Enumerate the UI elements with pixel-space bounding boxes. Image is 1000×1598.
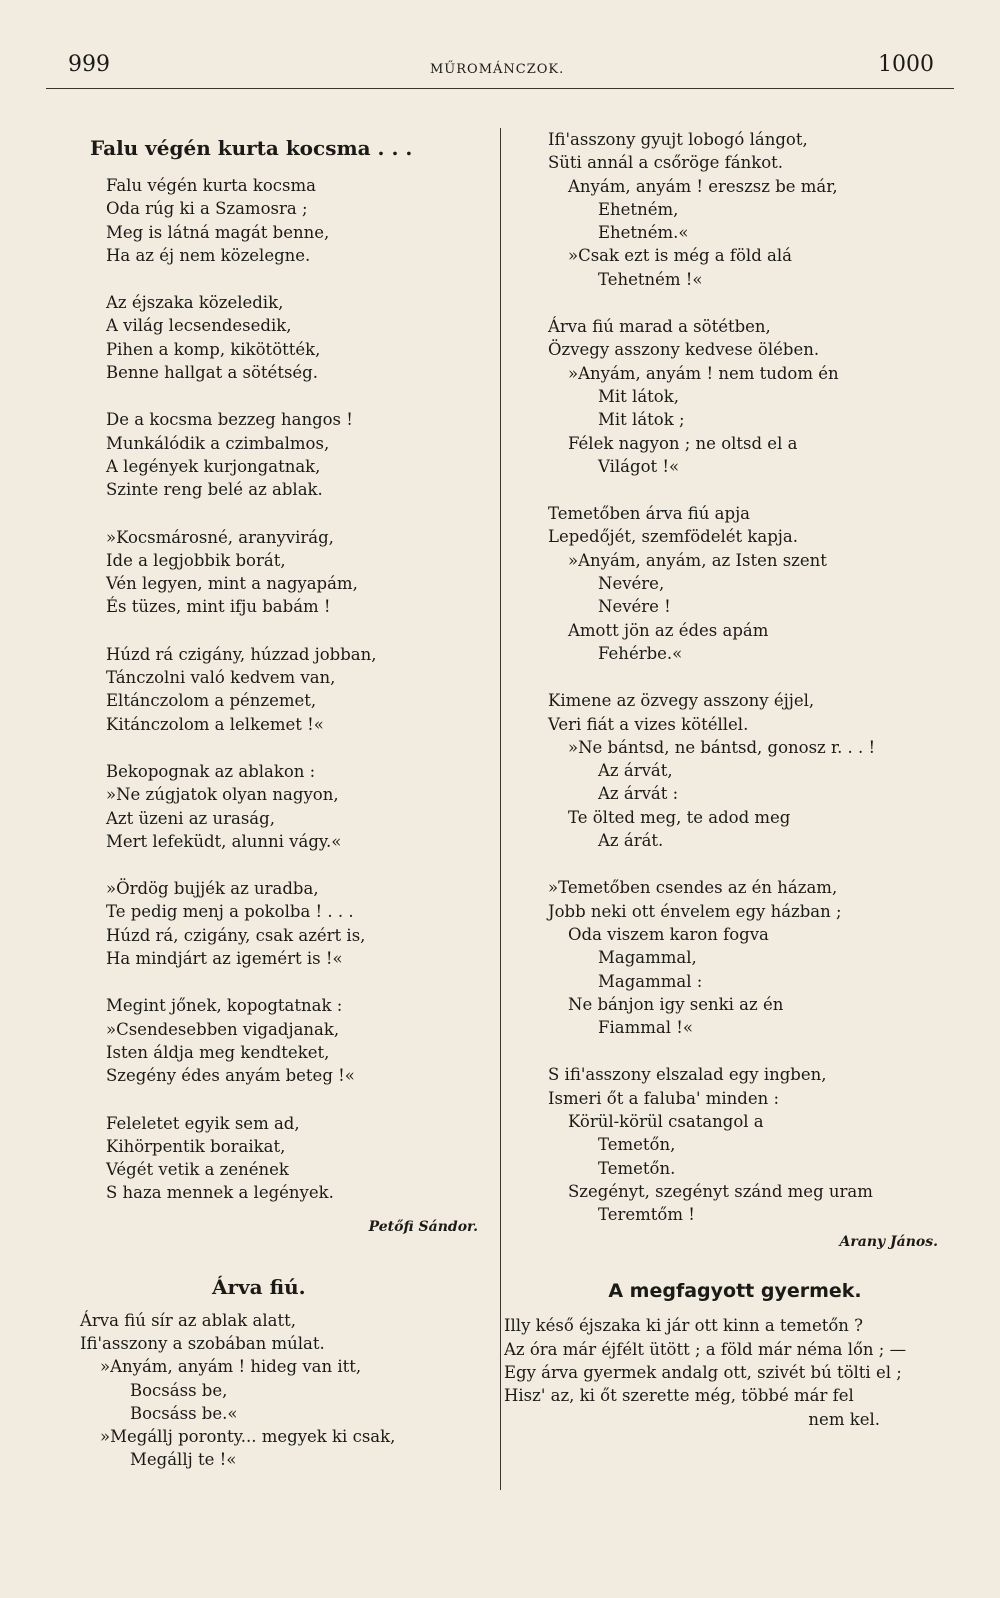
poem-line: Ne bánjon igy senki az én: [568, 994, 784, 1014]
poem-line: Ifi'asszony gyujt lobogó lángot,: [548, 130, 808, 149]
poem-line: »Temetőben csendes az én házam,: [548, 878, 838, 898]
poem-line: Temetőn,: [598, 1135, 676, 1155]
poem-title-megfagyott-gyermek: A megfagyott gyermek.: [608, 1280, 862, 1303]
poem-line: Temetőben árva fiú apja: [548, 504, 751, 524]
poem-line: Anyám, anyám ! ereszsz be már,: [568, 176, 838, 196]
stanza: [106, 994, 490, 1087]
poem-line: Húzd rá, czigány, csak azért is,: [106, 925, 366, 945]
poem-line: Tehetném !«: [598, 269, 703, 289]
poem-line: S ifi'asszony elszalad egy ingben,: [548, 1065, 827, 1085]
poem-line: Az árát.: [598, 831, 664, 851]
poem-line: »Ördög bujjék az uradba,: [106, 879, 319, 899]
poem-line: A legények kurjongatnak,: [106, 456, 321, 476]
poem-line: Illy késő éjszaka ki jár ott kinn a temetőn ?: [504, 1316, 863, 1336]
poem-line: Mit látok,: [598, 386, 679, 406]
stanza: [510, 1063, 960, 1226]
poem-line: »Kocsmárosné, aranyvirág,: [106, 527, 334, 547]
poem-line: Körül-körül csatangol a: [568, 1111, 764, 1131]
poem-line: Mert lefeküdt, alunni vágy.«: [106, 831, 342, 851]
poem-line: Isten áldja meg kendteket,: [106, 1042, 330, 1062]
poem-line: Nevére,: [598, 574, 665, 594]
poem-author-petofi: Petőfi Sándor.: [368, 1218, 478, 1235]
poem-line: De a kocsma bezzeg hangos !: [106, 410, 353, 430]
poem-line: Lepedőjét, szemfödelét kapja.: [548, 527, 798, 547]
poem-line: Azt üzeni az uraság,: [106, 808, 275, 828]
left-column: [80, 128, 490, 1496]
poem-line: nem kel.: [808, 1409, 880, 1429]
poem-line: S haza mennek a legények.: [106, 1183, 334, 1203]
poem-line: Oda viszem karon fogva: [568, 924, 769, 944]
poem-line: Félek nagyon ; ne oltsd el a: [568, 433, 798, 453]
stanza: [80, 1309, 490, 1472]
poem-line: »Anyám, anyám, az Isten szent: [568, 550, 827, 570]
header-rule: [46, 88, 954, 89]
page-number-left: 999: [68, 52, 110, 77]
poem-line: Ide a legjobbik borát,: [106, 550, 286, 570]
poem-line: Bekopognak az ablakon :: [106, 761, 316, 781]
stanza: [106, 526, 490, 619]
poem-line: Veri fiát a vizes kötéllel.: [548, 714, 749, 734]
poem-line: Teremtőm !: [598, 1205, 695, 1225]
stanza: [510, 876, 960, 1039]
poem-line: Te ölted meg, te adod meg: [568, 807, 791, 827]
running-title: MŰROMÁNCZOK.: [430, 62, 565, 77]
stanza: [510, 502, 960, 665]
stanza: [106, 643, 490, 736]
poem-line: Eltánczolom a pénzemet,: [106, 691, 317, 711]
poem-line: Árva fiú marad a sötétben,: [548, 317, 771, 337]
poem-line: »Csak ezt is még a föld alá: [568, 246, 792, 266]
poem-line: Ismeri őt a faluba' minden :: [548, 1088, 780, 1108]
poem-title-arva-fiu: Árva fiú.: [212, 1274, 306, 1299]
poem-line: Magammal,: [598, 948, 697, 968]
poem-line: Végét vetik a zenének: [106, 1160, 289, 1180]
stanza: [106, 1112, 490, 1205]
poem-line: Magammal :: [598, 971, 703, 991]
poem-line: Egy árva gyermek andalg ott, szivét bú tölti el ;: [504, 1363, 902, 1383]
stanza: [106, 408, 490, 501]
stanza: [106, 174, 490, 267]
poem-line: Vén legyen, mint a nagyapám,: [106, 574, 358, 594]
poem-line: Húzd rá czigány, húzzad jobban,: [106, 644, 377, 664]
poem-line: Temetőn.: [598, 1158, 676, 1178]
poem-line: Amott jön az édes apám: [568, 620, 769, 640]
poem-line: Ha az éj nem közelegne.: [106, 245, 311, 265]
right-column: [504, 128, 960, 1431]
stanza: [510, 128, 960, 291]
stanza: [510, 315, 960, 478]
poem-line: »Ne zúgjatok olyan nagyon,: [106, 785, 339, 805]
poem-line: Szegényt, szegényt szánd meg uram: [568, 1181, 873, 1201]
poem-line: Megállj te !«: [130, 1450, 237, 1470]
poem-line: Ha mindjárt az igemért is !«: [106, 949, 343, 969]
poem-body-megfagyott-gyermek: [504, 1314, 960, 1430]
poem-line: Árva fiú sír az ablak alatt,: [80, 1310, 296, 1330]
poem-line: »Csendesebben vigadjanak,: [106, 1019, 340, 1039]
poem-line: »Anyám, anyám ! nem tudom én: [568, 363, 839, 383]
poem-line: Mit látok ;: [598, 410, 685, 430]
poem-author-arany: Arany János.: [839, 1234, 938, 1251]
poem-line: Világot !«: [598, 456, 680, 476]
stanza: [510, 689, 960, 852]
poem-line: »Ne bántsd, ne bántsd, gonosz r. . . !: [568, 737, 876, 757]
poem-line: »Anyám, anyám ! hideg van itt,: [100, 1357, 362, 1377]
poem-line: Szegény édes anyám beteg !«: [106, 1066, 355, 1086]
poem-body-falu-vegen: [80, 174, 490, 1205]
poem-line: Az óra már éjfélt ütött ; a föld már néma lőn ; —: [504, 1339, 907, 1359]
poem-line: Szinte reng belé az ablak.: [106, 480, 323, 500]
poem-line: Kitánczolom a lelkemet !«: [106, 714, 324, 734]
page-number-right: 1000: [878, 52, 934, 77]
poem-line: Te pedig menj a pokolba ! . . .: [106, 902, 354, 922]
poem-line: Ifi'asszony a szobában múlat.: [80, 1333, 325, 1353]
poem-line: Az éjszaka közeledik,: [106, 293, 284, 313]
poem-line: Munkálódik a czimbalmos,: [106, 433, 330, 453]
stanza: [106, 291, 490, 384]
poem-line: És tüzes, mint ifju babám !: [106, 597, 331, 617]
poem-line: Falu végén kurta kocsma: [106, 176, 316, 195]
poem-line: Ehetném,: [598, 199, 679, 219]
poem-line: Süti annál a csőröge fánkot.: [548, 153, 784, 173]
poem-line: Feleletet egyik sem ad,: [106, 1113, 300, 1133]
poem-line: Meg is látná magát benne,: [106, 222, 330, 242]
stanza: [106, 877, 490, 970]
poem-line: A világ lecsendesedik,: [106, 316, 292, 336]
poem-line: Nevére !: [598, 597, 671, 617]
poem-line: Fiammal !«: [598, 1018, 693, 1038]
poem-line: Az árvát,: [598, 761, 673, 781]
poem-line: Kimene az özvegy asszony éjjel,: [548, 691, 815, 711]
poem-line: Kihörpentik boraikat,: [106, 1136, 286, 1156]
poem-line: Fehérbe.«: [598, 643, 683, 663]
poem-line: Oda rúg ki a Szamosra ;: [106, 199, 308, 219]
stanza: [106, 760, 490, 853]
poem-line: Jobb neki ott énvelem egy házban ;: [548, 901, 842, 921]
poem-line: Tánczolni való kedvem van,: [106, 668, 336, 688]
poem-title-falu-vegen: Falu végén kurta kocsma . . .: [90, 136, 413, 160]
poem-line: Az árvát :: [598, 784, 679, 804]
poem-line: »Megállj poronty... megyek ki csak,: [100, 1427, 396, 1447]
poem-line: Bocsáss be,: [130, 1380, 228, 1400]
poem-stanza-arva-fiu-first: [80, 1309, 490, 1472]
poem-line: Özvegy asszony kedvese ölében.: [548, 340, 820, 360]
poem-line: Hisz' az, ki őt szerette még, többé már fel: [504, 1386, 854, 1406]
poem-line: Pihen a komp, kikötötték,: [106, 339, 321, 359]
poem-line: Benne hallgat a sötétség.: [106, 363, 318, 383]
poem-line: Ehetném.«: [598, 223, 689, 243]
poem-body-arva-fiu-continued: [510, 128, 960, 1226]
poem-line: Bocsáss be.«: [130, 1403, 238, 1423]
poem-line: Megint jőnek, kopogtatnak :: [106, 996, 343, 1016]
